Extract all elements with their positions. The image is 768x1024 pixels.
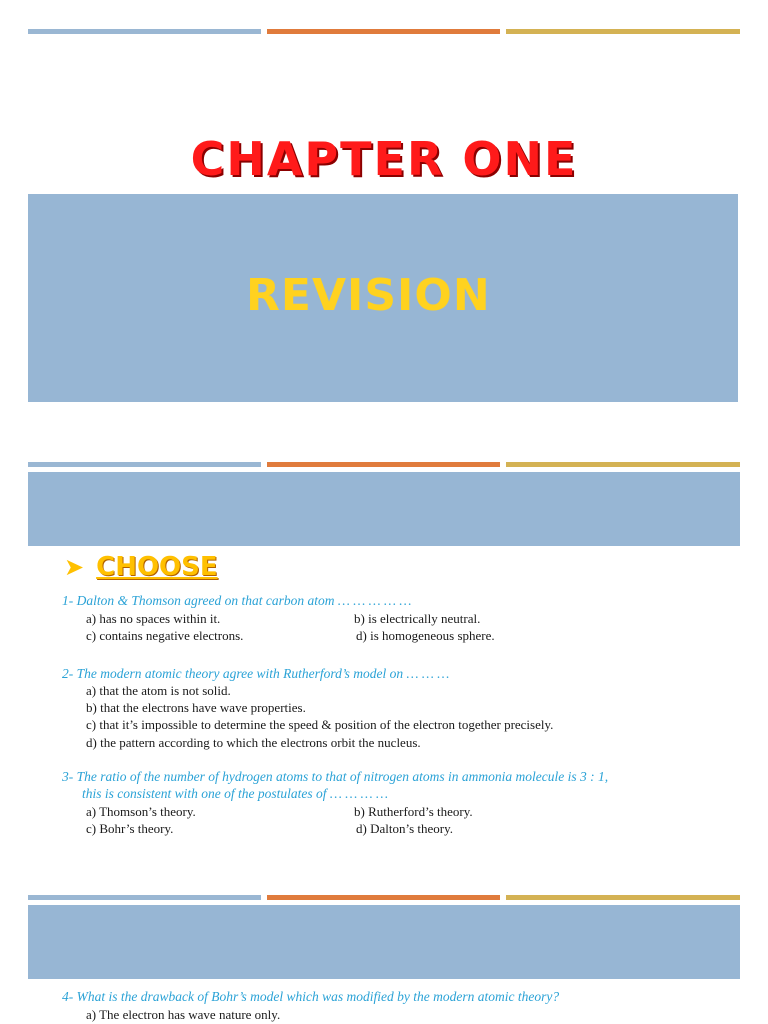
q2-option-b: b) that the electrons have wave properties. (86, 700, 306, 715)
slide-subtitle: REVISION (246, 270, 491, 321)
decor-stripe-blue (28, 895, 261, 900)
question-3 (62, 768, 608, 802)
q3-option-b: b) Rutherford’s theory. (354, 804, 473, 819)
q1-option-d: d) is homogeneous sphere. (356, 628, 495, 643)
q2-option-c: c) that it’s impossible to determine the speed & position of the electron together precisely. (86, 717, 554, 732)
q4-option-a: a) The electron has wave nature only. (86, 1007, 281, 1022)
decor-stripe-orange (267, 462, 500, 467)
decor-stripe-gold (506, 462, 740, 467)
decor-stripe-blue (28, 462, 261, 467)
q2-option-a: a) that the atom is not solid. (86, 683, 231, 698)
question-3-line-2: this is consistent with one of the postulates of … … … … (82, 786, 389, 801)
header-box (28, 905, 740, 979)
question-3-line-1: 3- The ratio of the number of hydrogen atoms to that of nitrogen atoms in ammonia molecule is 3 : 1, (62, 769, 609, 784)
header-box (28, 472, 740, 546)
q2-option-d: d) the pattern according to which the electrons orbit the nucleus. (86, 735, 421, 750)
decor-stripe-blue (28, 29, 261, 34)
decor-stripe-gold (506, 29, 740, 34)
question-1: 1- Dalton & Thomson agreed on that carbon atom … … … … … (62, 593, 412, 608)
q1-option-a: a) has no spaces within it. (86, 611, 221, 626)
q3-option-c: c) Bohr’s theory. (86, 821, 174, 836)
decor-stripe-orange (267, 895, 500, 900)
choose-heading-row (64, 552, 218, 582)
decor-stripe-gold (506, 895, 740, 900)
slide-title: CHAPTER ONE (190, 132, 578, 186)
q1-option-c: c) contains negative electrons. (86, 628, 244, 643)
decor-stripe-orange (267, 29, 500, 34)
choose-heading: CHOOSE (96, 552, 218, 582)
q3-option-a: a) Thomson’s theory. (86, 804, 196, 819)
q1-option-b: b) is electrically neutral. (354, 611, 481, 626)
q3-option-d: d) Dalton’s theory. (356, 821, 453, 836)
question-4: 4- What is the drawback of Bohr’s model which was modified by the modern atomic theory? (62, 989, 560, 1004)
question-2: 2- The modern atomic theory agree with Rutherford’s model on … … … (62, 666, 450, 681)
arrow-bullet-icon: ➤ (64, 553, 85, 581)
